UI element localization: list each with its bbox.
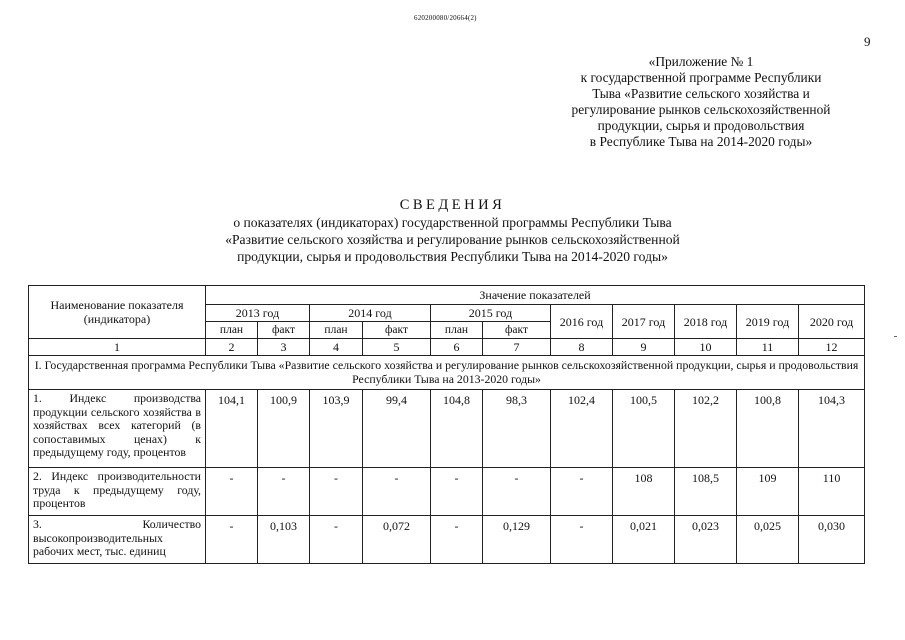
column-numbers-row bbox=[29, 339, 865, 356]
section-title: I. Государственная программа Республики Тыва «Развитие сельского хозяйства и регулирование рынков сельскохозяйственной продукции, сырья и продовольствия Республики Тыва на 2013-2020 годы» bbox=[29, 356, 865, 390]
table-cell: - bbox=[310, 468, 363, 516]
header-indicator-name: Наименование показателя (индикатора) bbox=[29, 286, 206, 339]
table-cell: - bbox=[206, 468, 258, 516]
header-year-2013: 2013 год bbox=[206, 305, 310, 322]
document-heading bbox=[0, 196, 905, 265]
table-row bbox=[29, 516, 865, 564]
table-cell: 100,5 bbox=[613, 390, 675, 468]
header-year-2019: 2019 год bbox=[737, 305, 799, 339]
column-number: 9 bbox=[613, 339, 675, 356]
column-number: 4 bbox=[310, 339, 363, 356]
column-number: 6 bbox=[431, 339, 483, 356]
table-cell: 0,025 bbox=[737, 516, 799, 564]
indicator-name: 2. Индекс производительности труда к предыдущему году, процентов bbox=[29, 468, 206, 516]
table-cell: 99,4 bbox=[363, 390, 431, 468]
table-cell: 103,9 bbox=[310, 390, 363, 468]
table-cell: - bbox=[551, 468, 613, 516]
table-cell: 102,2 bbox=[675, 390, 737, 468]
appendix-line: в Республике Тыва на 2014-2020 годы» bbox=[589, 134, 813, 149]
table-cell: 98,3 bbox=[483, 390, 551, 468]
table-cell: 0,023 bbox=[675, 516, 737, 564]
heading-line: «Развитие сельского хозяйства и регулирование рынков сельскохозяйственной bbox=[225, 232, 680, 247]
table-cell: - bbox=[431, 516, 483, 564]
column-number: 7 bbox=[483, 339, 551, 356]
table-cell: 104,1 bbox=[206, 390, 258, 468]
column-number: 11 bbox=[737, 339, 799, 356]
table-cell: 100,8 bbox=[737, 390, 799, 468]
appendix-note bbox=[541, 54, 861, 150]
header-fact: факт bbox=[483, 322, 551, 339]
table-cell: 108 bbox=[613, 468, 675, 516]
header-year-2020: 2020 год bbox=[799, 305, 865, 339]
table-cell: - bbox=[258, 468, 310, 516]
column-number: 5 bbox=[363, 339, 431, 356]
header-plan: план bbox=[206, 322, 258, 339]
column-number: 2 bbox=[206, 339, 258, 356]
table-cell: - bbox=[431, 468, 483, 516]
appendix-line: продукции, сырья и продовольствия bbox=[597, 118, 805, 133]
appendix-line: регулирование рынков сельскохозяйственной bbox=[571, 102, 831, 117]
indicator-name: 1. Индекс производства продукции сельского хозяйства в хозяйствах всех категорий (в сопоставимых ценах) к предыдущему году, процентов bbox=[29, 390, 206, 468]
table-cell: 104,8 bbox=[431, 390, 483, 468]
header-year-2015: 2015 год bbox=[431, 305, 551, 322]
table-cell: 0,129 bbox=[483, 516, 551, 564]
header-year-2016: 2016 год bbox=[551, 305, 613, 339]
document-code: 620200080/20664(2) bbox=[414, 14, 477, 22]
table-cell: 0,021 bbox=[613, 516, 675, 564]
heading-line: о показателях (индикаторах) государственной программы Республики Тыва bbox=[233, 215, 672, 230]
table-cell: - bbox=[206, 516, 258, 564]
header-fact: факт bbox=[258, 322, 310, 339]
appendix-line: «Приложение № 1 bbox=[648, 54, 754, 69]
header-year-2017: 2017 год bbox=[613, 305, 675, 339]
page-number: 9 bbox=[864, 34, 871, 49]
heading-line: продукции, сырья и продовольствия Республики Тыва на 2014-2020 годы» bbox=[237, 249, 668, 264]
indicators-table bbox=[28, 285, 865, 564]
table-cell: 109 bbox=[737, 468, 799, 516]
table-cell: - bbox=[310, 516, 363, 564]
table-cell: 0,103 bbox=[258, 516, 310, 564]
appendix-line: к государственной программе Республики bbox=[580, 70, 822, 85]
table-cell: 104,3 bbox=[799, 390, 865, 468]
column-number: 10 bbox=[675, 339, 737, 356]
table-cell: - bbox=[363, 468, 431, 516]
column-number: 8 bbox=[551, 339, 613, 356]
header-plan: план bbox=[310, 322, 363, 339]
table-cell: - bbox=[483, 468, 551, 516]
header-values-group: Значение показателей bbox=[206, 286, 865, 305]
column-number: 1 bbox=[29, 339, 206, 356]
table-row bbox=[29, 390, 865, 468]
table-cell: 102,4 bbox=[551, 390, 613, 468]
table-cell: 0,072 bbox=[363, 516, 431, 564]
appendix-line: Тыва «Развитие сельского хозяйства и bbox=[592, 86, 810, 101]
header-year-2014: 2014 год bbox=[310, 305, 431, 322]
table-cell: 0,030 bbox=[799, 516, 865, 564]
header-plan: план bbox=[431, 322, 483, 339]
column-number: 12 bbox=[799, 339, 865, 356]
scan-edge-mark bbox=[894, 336, 897, 337]
heading-title: СВЕДЕНИЯ bbox=[399, 197, 506, 213]
header-fact: факт bbox=[363, 322, 431, 339]
table-cell: 110 bbox=[799, 468, 865, 516]
table-cell: 100,9 bbox=[258, 390, 310, 468]
column-number: 3 bbox=[258, 339, 310, 356]
indicator-name: 3. Количество высокопроизводительных рабочих мест, тыс. единиц bbox=[29, 516, 206, 564]
table-cell: - bbox=[551, 516, 613, 564]
table-cell: 108,5 bbox=[675, 468, 737, 516]
table-row bbox=[29, 468, 865, 516]
header-year-2018: 2018 год bbox=[675, 305, 737, 339]
